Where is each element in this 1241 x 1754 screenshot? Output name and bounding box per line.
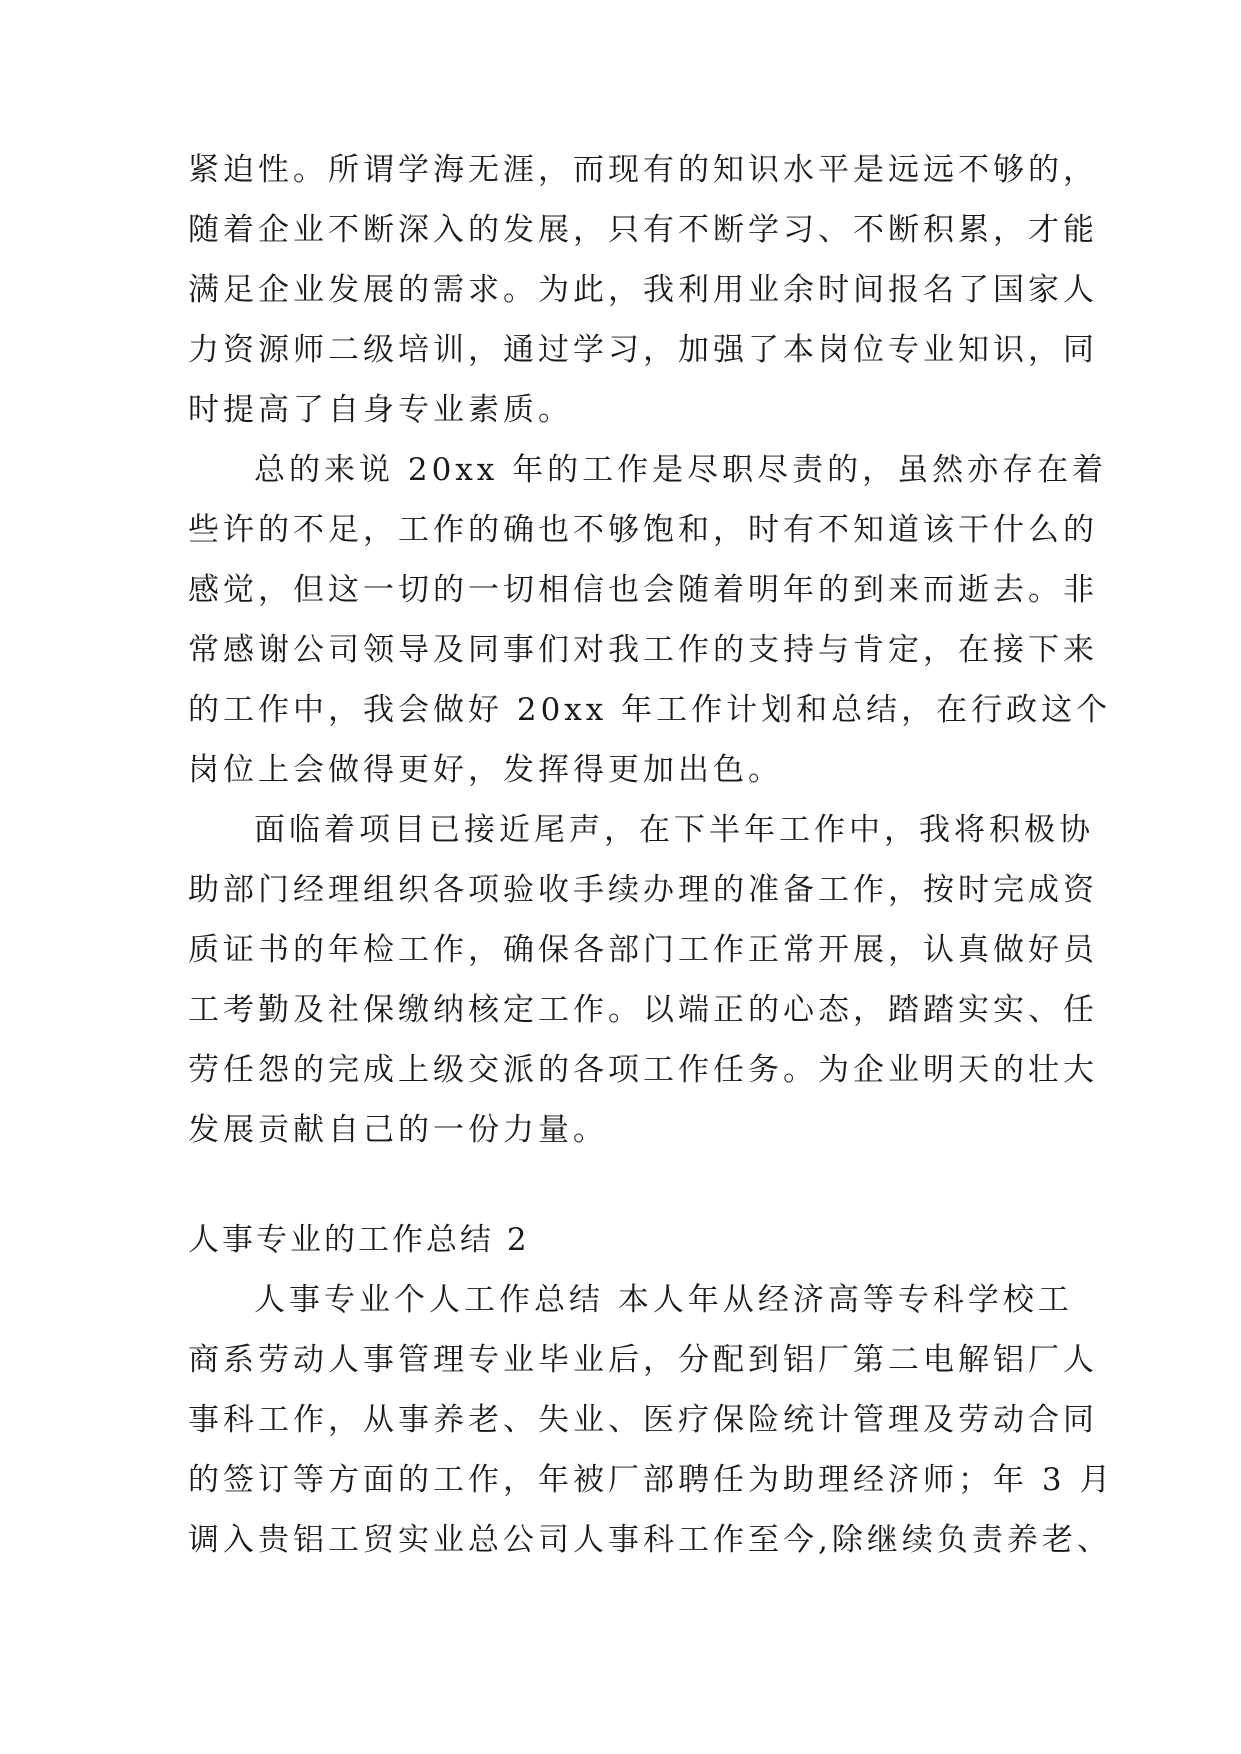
text-line: 满足企业发展的需求。为此，我利用业余时间报名了国家人 — [188, 272, 1098, 308]
text-line: 质证书的年检工作，确保各部门工作正常开展，认真做好员 — [188, 932, 1098, 968]
section-heading: 人事专业的工作总结 2 — [188, 1222, 530, 1258]
text-line: 的签订等方面的工作，年被厂部聘任为助理经济师；年 3 月 — [188, 1462, 1115, 1498]
text-line: 感觉，但这一切的一切相信也会随着明年的到来而逝去。非 — [188, 572, 1098, 608]
paragraph-4 — [188, 1270, 1115, 1570]
text-line: 些许的不足，工作的确也不够饱和，时有不知道该干什么的 — [188, 512, 1098, 548]
text-line: 的工作中，我会做好 20xx 年工作计划和总结，在行政这个 — [188, 692, 1112, 728]
text-line: 随着企业不断深入的发展，只有不断学习、不断积累，才能 — [188, 212, 1098, 248]
text-line: 助部门经理组织各项验收手续办理的准备工作，按时完成资 — [188, 872, 1098, 908]
text-line: 发展贡献自己的一份力量。 — [188, 1112, 608, 1148]
text-line: 面临着项目已接近尾声，在下半年工作中，我将积极协 — [254, 812, 1094, 848]
document-body — [188, 140, 1115, 1570]
text-line: 人事专业个人工作总结 本人年从经济高等专科学校工 — [254, 1282, 1073, 1318]
paragraph-1 — [188, 140, 1098, 440]
text-line: 总的来说 20xx 年的工作是尽职尽责的，虽然亦存在着 — [254, 452, 1108, 488]
text-line: 常感谢公司领导及同事们对我工作的支持与肯定，在接下来 — [188, 632, 1098, 668]
text-line: 岗位上会做得更好，发挥得更加出色。 — [188, 752, 783, 788]
text-line: 劳任怨的完成上级交派的各项工作任务。为企业明天的壮大 — [188, 1052, 1098, 1088]
text-line: 工考勤及社保缴纳核定工作。以端正的心态，踏踏实实、任 — [188, 992, 1098, 1028]
text-line: 紧迫性。所谓学海无涯，而现有的知识水平是远远不够的， — [188, 152, 1098, 188]
paragraph-2 — [188, 440, 1112, 800]
text-line: 商系劳动人事管理专业毕业后，分配到铝厂第二电解铝厂人 — [188, 1342, 1098, 1378]
text-line: 力资源师二级培训，通过学习，加强了本岗位专业知识，同 — [188, 332, 1098, 368]
paragraph-3 — [188, 800, 1098, 1160]
text-line: 事科工作，从事养老、失业、医疗保险统计管理及劳动合同 — [188, 1402, 1098, 1438]
text-line: 调入贵铝工贸实业总公司人事科工作至今,除继续负责养老、 — [188, 1522, 1112, 1558]
text-line: 时提高了自身专业素质。 — [188, 392, 573, 428]
